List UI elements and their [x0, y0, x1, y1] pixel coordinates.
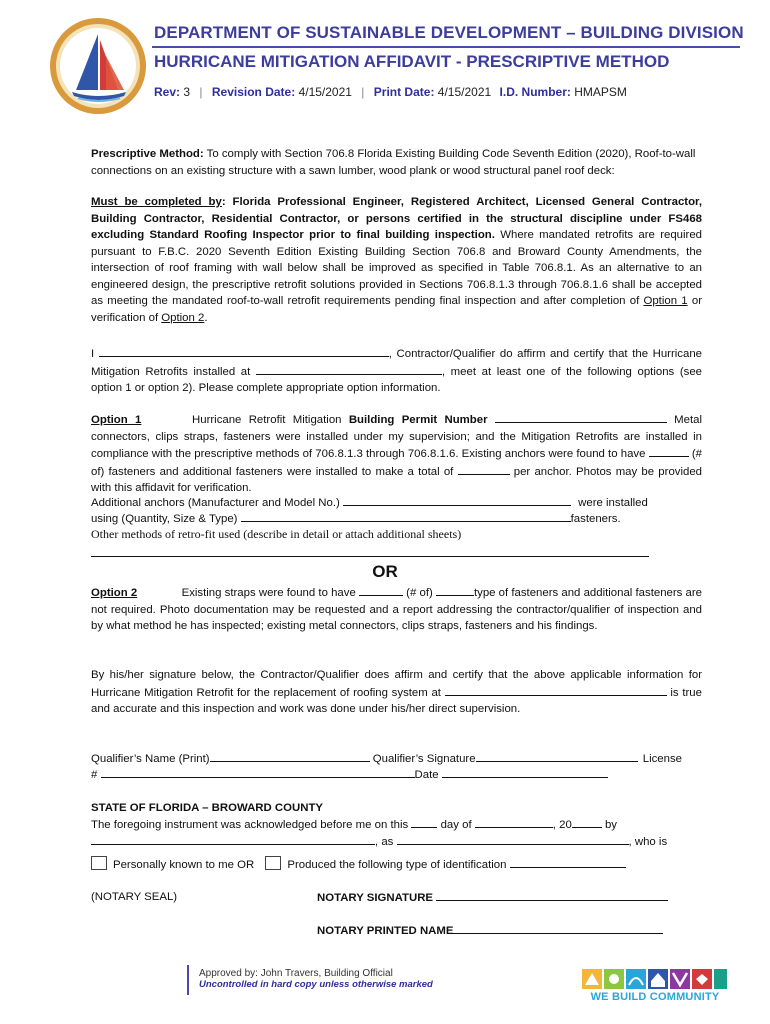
identification-line [91, 856, 702, 874]
prescriptive-method-text: To comply with Section 706.8 Florida Existing Building Code Seventh Edition (2020), Roof-to-wall connections on an existing structure with a sawn lumber, wood plank or wood structural panel roof deck: [91, 148, 696, 177]
prescriptive-method-label: Prescriptive Method: [91, 148, 204, 160]
rev-value: 3 [183, 85, 191, 99]
community-logo-icons [582, 965, 727, 991]
fastener-type-field[interactable] [436, 584, 474, 596]
personally-known-checkbox[interactable] [91, 856, 107, 870]
notary-seal-label: (NOTARY SEAL) [91, 891, 178, 903]
option1-reference: Option 1 [643, 295, 688, 307]
permit-number-field[interactable] [495, 411, 667, 423]
month-field[interactable] [475, 816, 553, 828]
option1-text-1: Metal connectors, clips straps, fasteners were installed under my supervision; and the Mitigation Retrofits are installed in compliance with the prescriptive methods of 706.8.1.3 through 706.8.1.6. Existing anchors were found to have [91, 414, 703, 460]
acknowledgement-line [91, 816, 702, 834]
other-methods-field[interactable] [91, 556, 649, 557]
qualifier-name-field[interactable] [210, 750, 370, 762]
license-date-line [91, 766, 702, 784]
produced-id-checkbox[interactable] [265, 856, 281, 870]
signature-text-1: By his/her signature below, the Contractor/Qualifier does affirm and certify that the above applicable information for Hurricane Mitigation Retrofit for the replacement of roofing system at [91, 669, 702, 699]
affirm-text-2: , meet at least one of the following options (see option 1 or option 2). Please complete appropriate option information. [91, 365, 702, 394]
identification-type-field[interactable] [510, 856, 626, 868]
notary-printed-label: NOTARY PRINTED NAME [317, 925, 454, 937]
period: . [204, 311, 208, 324]
acknowledged-as-field[interactable] [397, 833, 629, 845]
roofing-address-field[interactable] [445, 684, 667, 696]
id-label: I.D. Number: [499, 85, 571, 99]
manufacturer-model-field[interactable] [343, 494, 571, 506]
other-methods-label: Other methods of retro-fit used (describe in detail or attach additional sheets) [91, 527, 462, 541]
permit-prefix: Hurricane Retrofit Mitigation [192, 414, 342, 426]
option2-text-1: Existing straps were found to have [181, 587, 356, 599]
or-verification: or verification of [91, 295, 702, 324]
department-heading: DEPARTMENT OF SUSTAINABLE DEVELOPMENT – BUILDING DIVISION [154, 23, 744, 42]
using-line [91, 510, 702, 528]
footer-divider [187, 965, 189, 995]
permit-number-label: Building Permit Number [348, 414, 488, 426]
additional-anchors-line [91, 494, 702, 512]
affirmation-paragraph [91, 345, 702, 397]
separator: | [361, 85, 365, 99]
approved-by-text: Approved by: John Travers, Building Official [199, 968, 393, 979]
prescriptive-method-paragraph [91, 146, 702, 179]
rev-label: Rev: [154, 85, 181, 99]
option2-label: Option 2 [91, 587, 138, 599]
separator: | [199, 85, 203, 99]
notary-heading: STATE OF FLORIDA – BROWARD COUNTY [91, 802, 324, 814]
license-hash: # [91, 769, 98, 781]
date-field[interactable] [442, 766, 608, 778]
option2-text-2: (# of) [406, 587, 433, 599]
qualifier-signature-field[interactable] [476, 750, 638, 762]
notary-printed-field[interactable] [453, 922, 663, 934]
day-field[interactable] [411, 816, 437, 828]
as-line [91, 833, 702, 851]
notary-signature-field[interactable] [436, 889, 668, 901]
date-label: Date [414, 769, 439, 781]
who-is-text: , who is [628, 836, 668, 848]
year-field[interactable] [572, 816, 602, 828]
total-fasteners-field[interactable] [458, 463, 510, 475]
must-text: : Florida Professional Engineer, Registered Architect, Licensed General Contractor, Building Contractor, Residential Contractor, or persons certified in the structural discipline under FS468 excluding Standard Roofing Inspector prior to final building inspection. [91, 196, 703, 241]
option2-text-3: type of fasteners and additional fasteners are not required. Photo documentation may be requested and a report addressing the contractor/qualifier of inspection and by what method he has inspected; existing metal connectors, clips straps, fasteners and his findings. [91, 587, 703, 632]
were-installed-text: were installed [578, 497, 648, 509]
by-text: by [604, 819, 617, 831]
option1-text-2: (# of) fasteners and additional fasteners were installed to make a total of [91, 448, 702, 478]
property-address-field[interactable] [256, 363, 442, 375]
notary-signature-line [317, 889, 677, 907]
license-number-field[interactable] [101, 766, 415, 778]
city-seal-logo [48, 16, 148, 116]
year-text: , 20 [552, 819, 572, 831]
contractor-name-field[interactable] [99, 345, 389, 357]
revision-date-value: 4/15/2021 [298, 85, 352, 99]
option2-reference: Option 2 [161, 311, 205, 324]
print-date-label: Print Date: [373, 85, 435, 99]
signature-text-2: is true and accurate and this inspection and work was done under his/her direct supervision. [91, 686, 702, 715]
form-title: HURRICANE MITIGATION AFFIDAVIT - PRESCRIPTIVE METHOD [154, 52, 670, 71]
qualifier-signature-label: Qualifier’s Signature [372, 753, 476, 765]
as-text: , as [375, 836, 394, 848]
produced-id-label: Produced the following type of identification [287, 859, 507, 871]
affirm-text-1: , Contractor/Qualifier do affirm and certify that the Hurricane Mitigation Retrofits installed at [91, 348, 702, 378]
footer-approval [199, 968, 433, 990]
uncontrolled-copy-text: Uncontrolled in hard copy unless otherwise marked [199, 979, 433, 990]
affirm-i: I [91, 348, 95, 360]
license-label: License [642, 753, 682, 765]
option2-section [91, 584, 702, 635]
or-divider: OR [372, 562, 398, 581]
completion-requirements [91, 194, 702, 326]
notary-signature-label: NOTARY SIGNATURE [317, 892, 434, 904]
acknowledged-by-field[interactable] [91, 833, 375, 845]
print-date-value: 4/15/2021 [437, 85, 492, 99]
fasteners-text: fasteners. [570, 513, 621, 525]
ack-text: The foregoing instrument was acknowledged before me on this [91, 819, 409, 831]
id-value: HMAPSM [574, 85, 627, 99]
personally-known-label: Personally known to me OR [113, 859, 255, 871]
existing-fasteners-field[interactable] [649, 445, 689, 457]
existing-straps-field[interactable] [359, 584, 403, 596]
qualifier-line [91, 750, 702, 768]
quantity-size-type-field[interactable] [241, 510, 571, 522]
option1-label: Option 1 [91, 414, 142, 426]
must-label: Must be completed by [91, 196, 222, 208]
notary-printed-line [317, 922, 677, 940]
additional-anchors-label: Additional anchors (Manufacturer and Model No.) [91, 497, 340, 509]
option1-text-3: per anchor. Photos may be provided with this affidavit for verification. [91, 465, 703, 494]
revision-line [154, 85, 627, 99]
we-build-community-text: WE BUILD COMMUNITY [590, 991, 720, 1003]
retrofit-paragraph: Where mandated retrofits are required pursuant to F.B.C. 2020 Seventh Edition Existing Building Section 706.8 and Broward County Amendments, the intersection of roof framing with wall below shall be improved as specified in Table 706.8.1. As an alternative to an engineered design, the prescriptive retrofit solutions provided in Sections 706.8.1.3 through 706.8.1.6 shall be accepted as meeting the mandated roof-to-wall retrofit requirements pending final inspection and after completion of [91, 229, 703, 307]
option1-section [91, 411, 702, 497]
day-of-text: day of [440, 819, 472, 831]
revision-date-label: Revision Date: [211, 85, 296, 99]
header-divider [152, 46, 740, 48]
using-label: using (Quantity, Size & Type) [91, 513, 238, 525]
qualifier-name-label: Qualifier’s Name (Print) [91, 753, 210, 765]
signature-paragraph [91, 667, 702, 718]
